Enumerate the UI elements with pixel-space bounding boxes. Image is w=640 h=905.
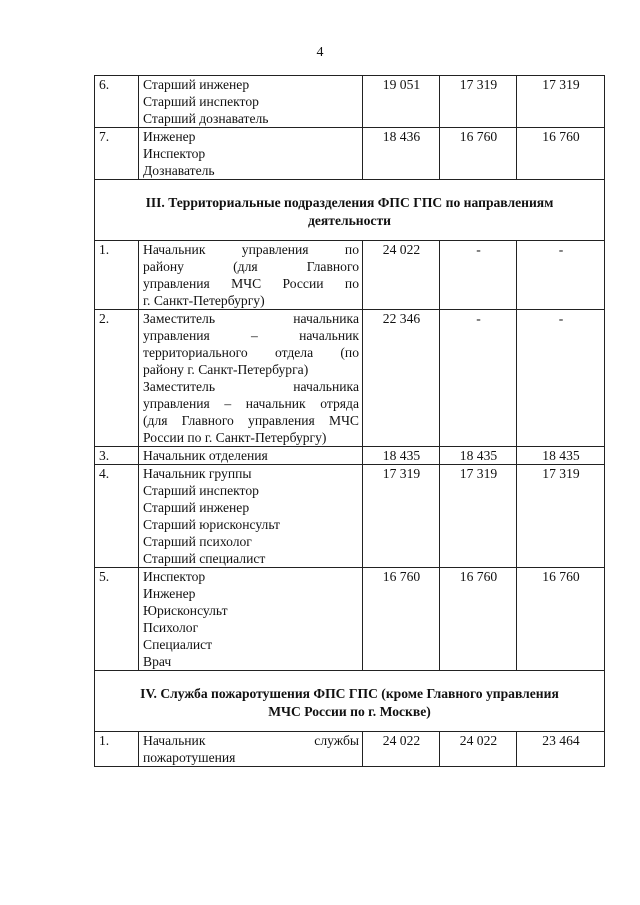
position-cell [139,128,363,180]
table-row [95,568,605,671]
section-header [95,671,605,732]
value-cell: 24 022 [363,732,440,767]
position-line: Специалист [143,637,213,652]
salary-table [94,75,605,767]
position-line: Старший психолог [143,534,252,549]
value-cell: 18 435 [517,447,605,465]
table-row [95,76,605,128]
value-cell: 18 436 [363,128,440,180]
position-line: Начальник службы [143,733,359,748]
table-row [95,465,605,568]
section-header [95,180,605,241]
value-cell: 24 022 [440,732,517,767]
value-cell: 18 435 [363,447,440,465]
position-line: Юрисконсульт [143,603,228,618]
position-cell [139,241,363,310]
position-line: Инспектор [143,569,206,584]
position-line: Инспектор [143,146,206,161]
value-cell: - [440,310,517,447]
value-cell: 16 760 [517,128,605,180]
row-number: 2. [95,310,139,447]
position-line: Инженер [143,129,196,144]
table-row [95,447,605,465]
position-cell [139,76,363,128]
position-line: Заместитель начальника [143,379,359,394]
value-cell: 23 464 [517,732,605,767]
table-row [95,241,605,310]
value-cell: 17 319 [517,76,605,128]
position-line: району (для Главного [143,259,359,274]
position-line: Старший специалист [143,551,266,566]
section-title-line: МЧС России по г. Москве) [268,704,431,719]
table-row [95,732,605,767]
position-cell [139,447,363,465]
position-line: Старший инспектор [143,94,259,109]
section-title-line: IV. Служба пожаротушения ФПС ГПС (кроме Главного управления [140,686,559,701]
table-row [95,310,605,447]
position-line: территориального отдела (по [143,345,359,360]
section-title [95,671,605,732]
position-cell [139,310,363,447]
position-line: России по г. Санкт-Петербургу) [143,430,327,445]
section-title-line: III. Территориальные подразделения ФПС ГПС по направлениям [145,195,554,210]
row-number: 7. [95,128,139,180]
value-cell: 17 319 [440,465,517,568]
value-cell: 19 051 [363,76,440,128]
position-line: Старший инспектор [143,483,259,498]
position-line: г. Санкт-Петербургу) [143,293,265,308]
position-cell [139,465,363,568]
value-cell: 16 760 [363,568,440,671]
value-cell: - [517,241,605,310]
row-number: 6. [95,76,139,128]
row-number: 5. [95,568,139,671]
position-line: Инженер [143,586,196,601]
value-cell: 16 760 [440,128,517,180]
value-cell: 17 319 [517,465,605,568]
position-line: Заместитель начальника [143,311,359,326]
page-number: 4 [316,45,324,60]
position-line: Начальник группы [143,466,252,481]
position-line: Психолог [143,620,199,635]
section-title [95,180,605,241]
table-row [95,128,605,180]
row-number: 1. [95,732,139,767]
position-line: Старший дознаватель [143,111,269,126]
position-line: (для Главного управления МЧС [143,413,359,428]
position-line: Начальник отделения [143,448,268,463]
position-cell [139,568,363,671]
position-line: району г. Санкт-Петербурга) [143,362,309,377]
value-cell: 18 435 [440,447,517,465]
row-number: 3. [95,447,139,465]
position-line: управления МЧС России по [143,276,359,291]
position-line: пожаротушения [143,750,236,765]
position-line: Дознаватель [143,163,215,178]
position-line: Начальник управления по [143,242,359,257]
row-number: 4. [95,465,139,568]
section-title-line: деятельности [308,213,391,228]
value-cell: - [517,310,605,447]
value-cell: 16 760 [440,568,517,671]
value-cell: 17 319 [440,76,517,128]
position-line: Старший юрисконсульт [143,517,280,532]
position-line: Старший инженер [143,77,250,92]
value-cell: - [440,241,517,310]
value-cell: 24 022 [363,241,440,310]
value-cell: 16 760 [517,568,605,671]
row-number: 1. [95,241,139,310]
position-line: Врач [143,654,172,669]
position-line: управления – начальник [143,328,359,343]
value-cell: 17 319 [363,465,440,568]
position-line: управления – начальник отряда [143,396,359,411]
position-line: Старший инженер [143,500,250,515]
value-cell: 22 346 [363,310,440,447]
position-cell [139,732,363,767]
